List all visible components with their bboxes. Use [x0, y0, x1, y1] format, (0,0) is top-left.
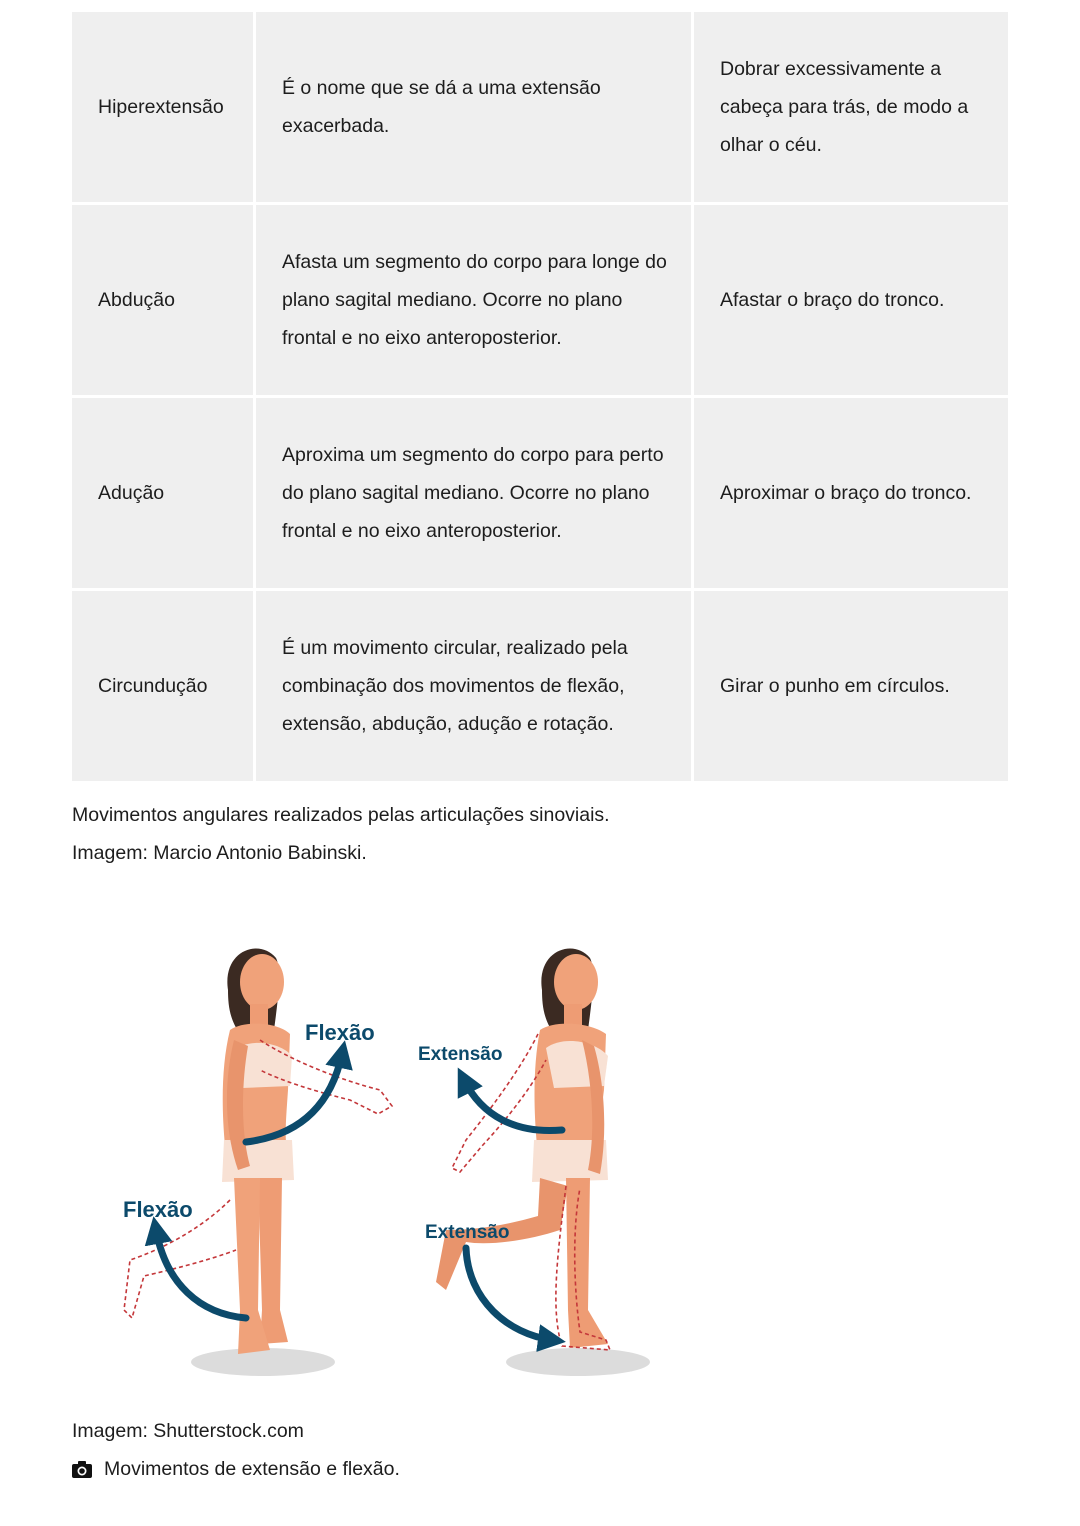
flexion-extension-illustration — [110, 930, 670, 1390]
movement-name: Circundução — [72, 591, 253, 781]
label-extensao-arm: Extensão — [418, 1044, 503, 1065]
table-row — [72, 205, 1008, 395]
movement-description: Afasta um segmento do corpo para longe do plano sagital mediano. Ocorre no plano frontal e no eixo anteroposterior. — [256, 205, 691, 395]
figure-caption — [72, 1450, 400, 1488]
table-row — [72, 591, 1008, 781]
movement-description: É um movimento circular, realizado pela combinação dos movimentos de flexão, extensão, abdução, adução e rotação. — [256, 591, 691, 781]
movement-description: É o nome que se dá a uma extensão exacerbada. — [256, 12, 691, 202]
label-extensao-leg: Extensão — [425, 1222, 510, 1243]
movement-example: Dobrar excessivamente a cabeça para trás, de modo a olhar o céu. — [694, 12, 1008, 202]
arrow-flexion-leg — [156, 1230, 246, 1318]
neck — [250, 1004, 268, 1026]
label-flexao-arm: Flexão — [305, 1020, 375, 1045]
neck — [564, 1004, 582, 1026]
leg-back — [258, 1178, 288, 1344]
movement-description: Aproxima um segmento do corpo para perto do plano sagital mediano. Ocorre no plano frontal e no eixo anteroposterior. — [256, 398, 691, 588]
figure-caption-text: Movimentos de extensão e flexão. — [104, 1458, 400, 1480]
figure-credit: Imagem: Shutterstock.com — [72, 1420, 304, 1442]
movement-name: Hiperextensão — [72, 12, 253, 202]
label-flexao-leg: Flexão — [123, 1197, 193, 1222]
figure-extension — [418, 948, 650, 1376]
movement-example: Afastar o braço do tronco. — [694, 205, 1008, 395]
head — [554, 954, 598, 1010]
floor-shadow — [506, 1348, 650, 1376]
table-row — [72, 398, 1008, 588]
movement-example: Girar o punho em círculos. — [694, 591, 1008, 781]
floor-shadow — [191, 1348, 335, 1376]
table-caption: Movimentos angulares realizados pelas articulações sinoviais. — [72, 804, 610, 826]
movement-example: Aproximar o braço do tronco. — [694, 398, 1008, 588]
movement-name: Abdução — [72, 205, 253, 395]
table-image-credit: Imagem: Marcio Antonio Babinski. — [72, 842, 367, 864]
table-row — [72, 12, 1008, 202]
head — [240, 954, 284, 1010]
arrow-extension-leg — [466, 1248, 552, 1340]
camera-icon — [72, 1460, 92, 1478]
movement-name: Adução — [72, 398, 253, 588]
movements-table — [72, 12, 1008, 784]
leg-standing — [566, 1178, 608, 1348]
figure-flexion — [123, 948, 392, 1376]
